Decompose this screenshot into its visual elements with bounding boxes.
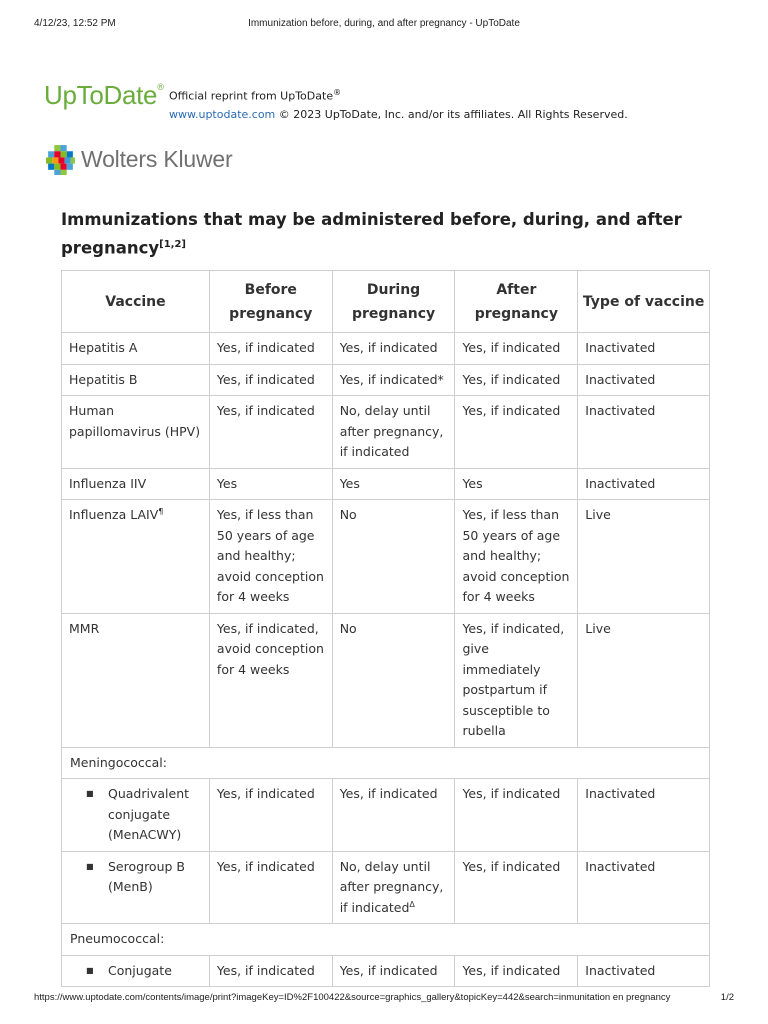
vaccine-cell: MMR [62,613,210,747]
during-cell: No [332,613,455,747]
table-row [62,396,710,469]
before-cell: Yes, if indicated [209,779,332,852]
type-cell: Inactivated [578,468,710,500]
before-cell: Yes, if less than 50 years of age and healthy; avoid conception for 4 weeks [209,500,332,614]
after-cell: Yes, if less than 50 years of age and healthy; avoid conception for 4 weeks [455,500,578,614]
bullet-icon: ■ [86,861,94,871]
table-group-row [62,747,710,779]
group-label: Meningococcal: [62,747,710,779]
after-cell: Yes, if indicated [455,364,578,396]
vaccine-cell [62,955,210,987]
during-cell: No, delay until after pregnancy, if indicated [332,396,455,469]
vaccine-cell [62,779,210,852]
print-footer [34,992,734,1006]
wolters-kluwer-logo [44,142,232,176]
page-title-text: Immunizations that may be administered before, during, and after pregnancy [61,210,682,258]
after-cell: Yes [455,468,578,500]
after-cell: Yes, if indicated, give immediately postpartum if susceptible to rubella [455,613,578,747]
vaccine-cell: Influenza IIV [62,468,210,500]
immunization-table [61,270,710,987]
print-page-title: Immunization before, during, and after pregnancy - UpToDate [248,18,520,29]
table-header-row [62,271,710,333]
print-url: https://www.uptodate.com/contents/image/print?imageKey=ID%2F100422&source=graphics_gallery&topicKey=442&search=inmunitation en pregnancy [34,992,671,1003]
header-during-pregnancy: During pregnancy [332,271,455,333]
after-cell: Yes, if indicated [455,779,578,852]
table-row [62,779,710,852]
table-row [62,468,710,500]
vaccine-name: Serogroup B (MenB) [108,858,185,894]
print-header [34,18,734,32]
during-cell: No [332,500,455,614]
bullet-icon: ■ [86,789,94,798]
type-cell: Inactivated [578,396,710,469]
vaccine-cell [62,851,210,924]
type-cell: Inactivated [578,851,710,924]
reprint-line: Official reprint from UpToDate [169,89,334,103]
uptodate-logo-text: UpToDate [44,80,158,110]
during-cell: Yes [332,468,455,500]
header-type-of-vaccine: Type of vaccine [578,271,710,333]
vaccine-cell: Hepatitis A [62,333,210,365]
after-cell: Yes, if indicated [455,396,578,469]
table-row [62,955,710,987]
table-row [62,613,710,747]
header-before-pregnancy: Before pregnancy [209,271,332,333]
vaccine-name: Influenza LAIV [69,507,159,522]
table-row [62,364,710,396]
wolters-kluwer-name: Wolters Kluwer [81,145,233,172]
before-cell: Yes, if indicated, avoid conception for 4 weeks [209,613,332,747]
before-cell: Yes, if indicated [209,364,332,396]
after-cell: Yes, if indicated [455,955,578,987]
print-date: 4/12/23, 12:52 PM [34,18,116,29]
during-text: No, delay until after pregnancy, if indicated [339,858,444,915]
after-cell: Yes, if indicated [455,333,578,365]
vaccine-name: Conjugate [108,962,172,978]
bullet-icon: ■ [86,965,94,975]
during-cell: Yes, if indicated [332,333,455,365]
header-vaccine: Vaccine [62,271,210,333]
footnote-mark: ¶ [158,506,164,516]
during-cell: Yes, if indicated [332,955,455,987]
after-cell: Yes, if indicated [455,851,578,924]
uptodate-site-link[interactable]: www.uptodate.com [169,107,276,121]
type-cell: Inactivated [578,779,710,852]
during-cell [332,851,455,924]
before-cell: Yes, if indicated [209,396,332,469]
registered-mark: ® [157,82,164,92]
before-cell: Yes, if indicated [209,333,332,365]
copyright-text: © 2023 UpToDate, Inc. and/or its affiliates. All Rights Reserved. [278,107,628,121]
title-references: [1,2] [159,239,186,250]
type-cell: Live [578,500,710,614]
table-row [62,851,710,924]
page-title [61,207,701,261]
page-number: 1/2 [720,992,734,1003]
footnote-mark: Δ [409,899,415,909]
table-row [62,500,710,614]
before-cell: Yes [209,468,332,500]
type-cell: Inactivated [578,955,710,987]
type-cell: Inactivated [578,364,710,396]
type-cell: Live [578,613,710,747]
table-row [62,333,710,365]
group-label: Pneumococcal: [62,924,710,956]
reprint-notice [169,84,628,124]
vaccine-cell: Human papillomavirus (HPV) [62,396,210,469]
vaccine-name: Quadrivalent conjugate (MenACWY) [108,786,190,842]
header-after-pregnancy: After pregnancy [455,271,578,333]
uptodate-logo [44,80,164,111]
vaccine-cell [62,500,210,614]
before-cell: Yes, if indicated [209,955,332,987]
before-cell: Yes, if indicated [209,851,332,924]
table-group-row [62,924,710,956]
reprint-registered-mark: ® [333,88,342,97]
wolters-kluwer-mosaic-icon [44,143,77,176]
vaccine-cell: Hepatitis B [62,364,210,396]
type-cell: Inactivated [578,333,710,365]
during-cell: Yes, if indicated [332,779,455,852]
during-cell: Yes, if indicated* [332,364,455,396]
